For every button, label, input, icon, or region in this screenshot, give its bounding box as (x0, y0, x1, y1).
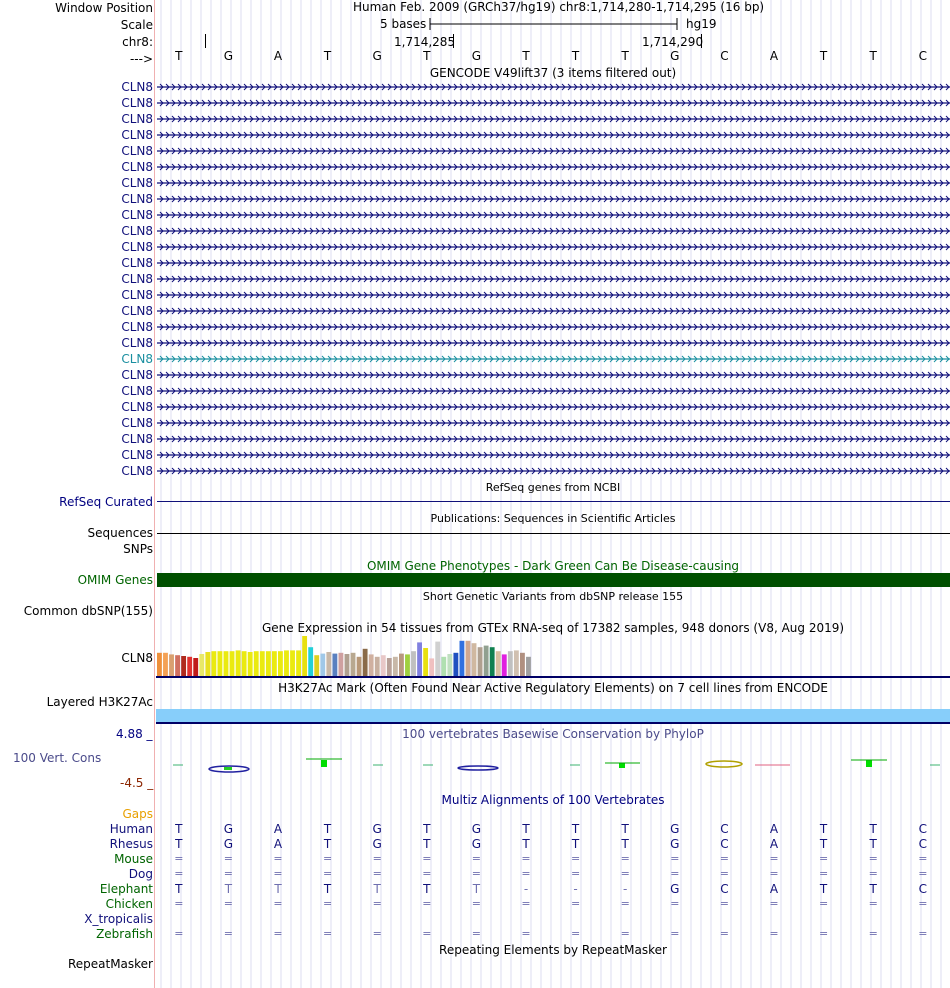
gtex-tissue-bar (526, 657, 531, 676)
phylop-positive-score (321, 760, 327, 767)
gtex-tissue-bar (314, 655, 319, 676)
gencode-transcript-label[interactable]: CLN8 (121, 80, 153, 94)
multiz-base: = (769, 897, 779, 910)
multiz-base: G (471, 837, 482, 851)
multiz-base: T (175, 882, 183, 896)
h3k27ac-track-title[interactable]: H3K27Ac Mark (Often Found Near Active Regulatory Elements) on 7 cell lines from ENCODE (278, 681, 828, 695)
gtex-tissue-bar (157, 653, 162, 676)
multiz-base: = (620, 867, 630, 880)
gencode-transcript-label[interactable]: CLN8 (121, 144, 153, 158)
gtex-tissue-bar (302, 636, 307, 676)
multiz-base: = (471, 897, 481, 910)
gtex-tissue-bar (472, 643, 477, 676)
gtex-tissue-bar (508, 651, 513, 676)
multiz-base: = (918, 852, 928, 865)
gtex-tissue-bar (205, 652, 210, 676)
multiz-species-label[interactable]: Rhesus (109, 837, 153, 851)
multiz-base: T (869, 882, 877, 896)
gtex-tissue-bar (429, 658, 434, 676)
multiz-base: = (918, 927, 928, 940)
gencode-transcript-label[interactable]: CLN8 (121, 272, 153, 286)
multiz-base: T (224, 882, 233, 896)
gtex-tissue-bar (320, 654, 325, 676)
multiz-species-label[interactable]: Zebrafish (96, 927, 153, 941)
multiz-base: T (423, 822, 431, 836)
gencode-transcript-label[interactable]: CLN8 (121, 112, 153, 126)
multiz-base: = (372, 897, 382, 910)
gencode-transcript-label[interactable]: CLN8 (121, 352, 153, 366)
multiz-base: = (322, 852, 333, 865)
dbsnp-track-label[interactable]: Common dbSNP(155) (23, 604, 153, 618)
gencode-transcript-label[interactable]: CLN8 (121, 336, 153, 350)
gtex-tissue-bar (290, 650, 295, 676)
base-letter: G (372, 49, 382, 63)
multiz-base: T (423, 882, 431, 896)
gencode-transcript-label[interactable]: CLN8 (121, 320, 153, 334)
multiz-base: = (521, 852, 531, 865)
gtex-tissue-bar (181, 656, 186, 676)
base-letter: T (869, 49, 877, 63)
gencode-transcript-label[interactable]: CLN8 (121, 240, 153, 254)
multiz-base: = (273, 867, 283, 880)
gtex-tissue-bar (502, 654, 507, 676)
conservation-ymax: 4.88 _ (116, 727, 153, 741)
gtex-tissue-bar (248, 652, 253, 676)
multiz-base: - (523, 882, 529, 896)
publications-sequences-label[interactable]: Sequences (87, 526, 153, 540)
multiz-base: T (373, 882, 381, 896)
phylop-positive-score (866, 760, 872, 767)
multiz-base: = (670, 867, 680, 880)
h3k27ac-track-label[interactable]: Layered H3K27Ac (46, 695, 153, 709)
multiz-base: = (818, 897, 829, 910)
gtex-tissue-bar (272, 651, 277, 676)
base-letter: T (175, 49, 183, 63)
multiz-base: = (570, 867, 581, 880)
gtex-tissue-bar (224, 651, 229, 676)
base-letter: G (670, 49, 680, 63)
multiz-base: = (868, 852, 878, 865)
gtex-tissue-bar (496, 651, 501, 676)
gtex-tissue-bar (460, 641, 465, 676)
gtex-tissue-bar (260, 651, 265, 676)
multiz-base: G (372, 837, 382, 851)
multiz-base: T (175, 837, 183, 851)
gencode-transcript-label[interactable]: CLN8 (121, 224, 153, 238)
gencode-transcript-label[interactable]: CLN8 (121, 176, 153, 190)
base-letter: C (918, 49, 927, 63)
gtex-tissue-bar (393, 657, 398, 676)
gencode-transcript-label[interactable]: CLN8 (121, 288, 153, 302)
gtex-tissue-bar (453, 653, 458, 676)
gtex-tissue-bar (369, 654, 374, 676)
gencode-transcript-label[interactable]: CLN8 (121, 416, 153, 430)
gtex-tissue-bar (339, 653, 344, 676)
multiz-base: A (769, 837, 779, 851)
gtex-tissue-bar (345, 654, 350, 676)
gtex-tissue-bar (266, 651, 271, 676)
multiz-base: = (273, 852, 283, 865)
gencode-transcript-label[interactable]: CLN8 (121, 192, 153, 206)
gtex-tissue-bar (447, 654, 452, 676)
multiz-base: T (819, 882, 828, 896)
multiz-base: = (223, 897, 233, 910)
omim-track-title[interactable]: OMIM Gene Phenotypes - Dark Green Can Be Disease-causing (366, 559, 740, 573)
multiz-base: = (719, 867, 729, 880)
gtex-tissue-bar (199, 654, 204, 676)
multiz-base: = (174, 852, 184, 865)
multiz-base: = (322, 927, 333, 940)
multiz-base: G (223, 822, 234, 836)
multiz-base: = (223, 927, 233, 940)
multiz-base: G (471, 822, 482, 836)
gencode-transcript-label[interactable]: CLN8 (121, 128, 153, 142)
gtex-tissue-bar (375, 657, 380, 676)
scale-db: hg19 (686, 17, 717, 31)
multiz-base: = (422, 897, 432, 910)
gtex-tissue-bar (169, 654, 174, 676)
conservation-track-label[interactable]: 100 Vert. Cons (13, 751, 102, 765)
multiz-track-title[interactable]: Multiz Alignments of 100 Vertebrates (441, 793, 665, 807)
base-letter: G (471, 49, 482, 63)
gencode-transcript-label[interactable]: CLN8 (121, 304, 153, 318)
gtex-tissue-bar (163, 653, 168, 676)
base-letter: G (223, 49, 234, 63)
base-letter: T (323, 49, 332, 63)
gtex-tissue-bar (435, 642, 440, 676)
multiz-base: C (720, 822, 729, 836)
gtex-tissue-bar (211, 651, 216, 676)
gtex-tissue-bar (236, 650, 241, 676)
gtex-tissue-bar (478, 647, 483, 676)
gencode-transcript-label[interactable]: CLN8 (121, 96, 153, 110)
gencode-transcript-label[interactable]: CLN8 (121, 464, 153, 478)
gtex-tissue-bar (441, 657, 446, 676)
multiz-species-label[interactable]: Elephant (99, 882, 153, 896)
multiz-base: A (769, 822, 779, 836)
multiz-base: = (223, 852, 233, 865)
refseq-track-label[interactable]: RefSeq Curated (59, 495, 153, 509)
base-letter: A (769, 49, 779, 63)
multiz-base: = (620, 852, 630, 865)
gtex-tissue-bar (423, 648, 428, 676)
gtex-tissue-bar (417, 642, 422, 676)
gtex-tissue-bar (278, 651, 283, 676)
multiz-base: = (918, 867, 928, 880)
scale-text: 5 bases (380, 17, 427, 31)
gtex-tissue-bar (332, 654, 337, 676)
gtex-tissue-bar (466, 641, 471, 676)
gtex-tissue-bar (387, 658, 392, 676)
base-letter: T (423, 49, 431, 63)
multiz-base: = (174, 867, 184, 880)
multiz-base: = (570, 897, 581, 910)
multiz-base: - (573, 882, 578, 896)
gtex-tissue-bar (326, 652, 331, 676)
multiz-base: G (670, 822, 680, 836)
dbsnp-track-title[interactable]: Short Genetic Variants from dbSNP release 155 (422, 590, 684, 603)
multiz-base: T (869, 837, 877, 851)
multiz-base: T (522, 837, 530, 851)
base-letter: T (522, 49, 530, 63)
multiz-base: T (571, 837, 580, 851)
gtex-tissue-bar (411, 651, 416, 676)
gtex-tissue-bar (254, 651, 259, 676)
gtex-tissue-bar (230, 651, 235, 676)
multiz-species-label[interactable]: Human (109, 822, 153, 836)
omim-gene-bar (157, 573, 950, 587)
gaps-label: Gaps (122, 807, 153, 821)
gencode-transcript-label[interactable]: CLN8 (121, 160, 153, 174)
phylop-positive-score (619, 763, 625, 768)
multiz-base: = (273, 897, 283, 910)
multiz-base: = (818, 867, 829, 880)
gtex-tissue-bar (381, 655, 386, 676)
multiz-base: A (273, 822, 283, 836)
gtex-tissue-bar (405, 654, 410, 676)
multiz-base: T (323, 837, 332, 851)
gtex-tissue-bar (514, 650, 519, 676)
chr-label[interactable]: chr8: (122, 35, 153, 49)
multiz-base: C (918, 837, 927, 851)
publications-snps-label[interactable]: SNPs (123, 542, 153, 556)
multiz-base: = (422, 927, 432, 940)
multiz-base: = (670, 927, 680, 940)
multiz-base: = (322, 897, 333, 910)
multiz-base: T (621, 837, 629, 851)
gencode-transcript-label[interactable]: CLN8 (121, 208, 153, 222)
multiz-base: = (719, 927, 729, 940)
multiz-base: T (819, 822, 828, 836)
multiz-base: = (868, 927, 878, 940)
multiz-base: T (621, 822, 629, 836)
gtex-tissue-bar (351, 653, 356, 676)
base-letter: T (819, 49, 828, 63)
multiz-base: T (323, 882, 332, 896)
refseq-track-title[interactable]: RefSeq genes from NCBI (485, 481, 621, 494)
multiz-base: C (918, 882, 927, 896)
gtex-tissue-bar (175, 655, 180, 676)
multiz-species-label[interactable]: Dog (128, 867, 153, 881)
multiz-base: T (522, 822, 530, 836)
base-letter: A (273, 49, 283, 63)
multiz-base: = (769, 867, 779, 880)
window-position-label[interactable]: Window Position (55, 1, 153, 15)
multiz-base: = (670, 852, 680, 865)
multiz-species-label[interactable]: X_tropicalis (84, 912, 153, 926)
gtex-tissue-bar (193, 658, 198, 676)
multiz-base: = (868, 897, 878, 910)
gtex-tissue-bar (308, 647, 313, 676)
publications-track-title[interactable]: Publications: Sequences in Scientific Articles (430, 512, 676, 525)
conservation-ymin: -4.5 _ (120, 776, 154, 790)
multiz-base: G (670, 882, 680, 896)
multiz-base: = (372, 867, 382, 880)
multiz-base: = (174, 927, 184, 940)
repeatmasker-track-title[interactable]: Repeating Elements by RepeatMasker (439, 943, 667, 957)
multiz-base: T (274, 882, 282, 896)
strand-label[interactable]: ---> (129, 52, 153, 66)
gtex-tissue-bar (484, 646, 489, 676)
multiz-base: = (769, 927, 779, 940)
gtex-tissue-bar (399, 654, 404, 676)
base-letter: T (621, 49, 629, 63)
gencode-transcript-label[interactable]: CLN8 (121, 368, 153, 382)
multiz-base: = (521, 927, 531, 940)
multiz-base: = (422, 867, 432, 880)
multiz-base: = (521, 867, 531, 880)
gtex-tissue-bar (284, 650, 289, 676)
multiz-base: T (819, 837, 828, 851)
multiz-base: A (769, 882, 779, 896)
gtex-track-title[interactable]: Gene Expression in 54 tissues from GTEx RNA-seq of 17382 samples, 948 donors (V8, Aug 2019) (261, 621, 845, 635)
h3k27ac-signal-bar (156, 709, 950, 722)
multiz-base: T (175, 822, 183, 836)
multiz-base: = (818, 927, 829, 940)
multiz-base: A (273, 837, 283, 851)
conservation-track-title[interactable]: 100 vertebrates Basewise Conservation by PhyloP (402, 727, 704, 741)
multiz-base: G (223, 837, 234, 851)
gencode-transcript-label[interactable]: CLN8 (121, 432, 153, 446)
gtex-tissue-bar (187, 657, 192, 676)
multiz-base: = (719, 852, 729, 865)
gtex-tissue-bar (242, 651, 247, 676)
multiz-base: = (918, 897, 928, 910)
multiz-base: C (918, 822, 927, 836)
multiz-base: = (372, 927, 382, 940)
multiz-base: = (422, 852, 432, 865)
gencode-track-title[interactable]: GENCODE V49lift37 (3 items filtered out) (429, 66, 677, 80)
gencode-transcript-label[interactable]: CLN8 (121, 256, 153, 270)
multiz-base: = (620, 927, 630, 940)
multiz-base: - (623, 882, 628, 896)
multiz-base: = (620, 897, 630, 910)
repeatmasker-track-label[interactable]: RepeatMasker (67, 957, 153, 971)
gtex-tissue-bar (357, 657, 362, 676)
gencode-transcript-label[interactable]: CLN8 (121, 448, 153, 462)
multiz-species-label[interactable]: Mouse (114, 852, 153, 866)
multiz-base: T (423, 837, 431, 851)
base-letter: C (720, 49, 729, 63)
multiz-base: = (471, 867, 481, 880)
base-letter: T (571, 49, 580, 63)
multiz-base: C (720, 882, 729, 896)
multiz-base: G (372, 822, 382, 836)
gtex-gene-label[interactable]: CLN8 (121, 651, 153, 665)
multiz-base: T (869, 822, 877, 836)
multiz-base: = (521, 897, 531, 910)
multiz-base: T (472, 882, 481, 896)
gtex-tissue-bar (296, 650, 301, 676)
multiz-base: = (719, 897, 729, 910)
gtex-tissue-bar (520, 653, 525, 676)
multiz-base: = (273, 927, 283, 940)
multiz-base: = (570, 927, 581, 940)
gencode-transcript-label[interactable]: CLN8 (121, 384, 153, 398)
multiz-base: = (223, 867, 233, 880)
multiz-base: = (322, 867, 333, 880)
multiz-base: = (818, 852, 829, 865)
multiz-base: = (471, 927, 481, 940)
multiz-base: = (570, 852, 581, 865)
omim-track-label[interactable]: OMIM Genes (77, 573, 153, 587)
multiz-base: = (769, 852, 779, 865)
multiz-base: = (471, 852, 481, 865)
multiz-base: G (670, 837, 680, 851)
multiz-base: T (323, 822, 332, 836)
assembly-position-text: Human Feb. 2009 (GRCh37/hg19) chr8:1,714,280-1,714,295 (16 bp) (353, 0, 765, 14)
gtex-tissue-bar (218, 651, 223, 676)
coordinate-1: 1,714,285 (394, 35, 456, 49)
gencode-transcript-label[interactable]: CLN8 (121, 400, 153, 414)
phylop-negative-score (458, 766, 498, 770)
gtex-tissue-bar (490, 647, 495, 676)
scale-label[interactable]: Scale (120, 18, 153, 32)
multiz-base: = (372, 852, 382, 865)
multiz-base: = (670, 897, 680, 910)
multiz-base: T (571, 822, 580, 836)
coordinate-2: 1,714,290 (642, 35, 704, 49)
phylop-mark (224, 767, 232, 770)
multiz-base: = (868, 867, 878, 880)
multiz-base: = (174, 897, 184, 910)
multiz-base: C (720, 837, 729, 851)
gtex-tissue-bar (363, 649, 368, 676)
multiz-species-label[interactable]: Chicken (105, 897, 153, 911)
